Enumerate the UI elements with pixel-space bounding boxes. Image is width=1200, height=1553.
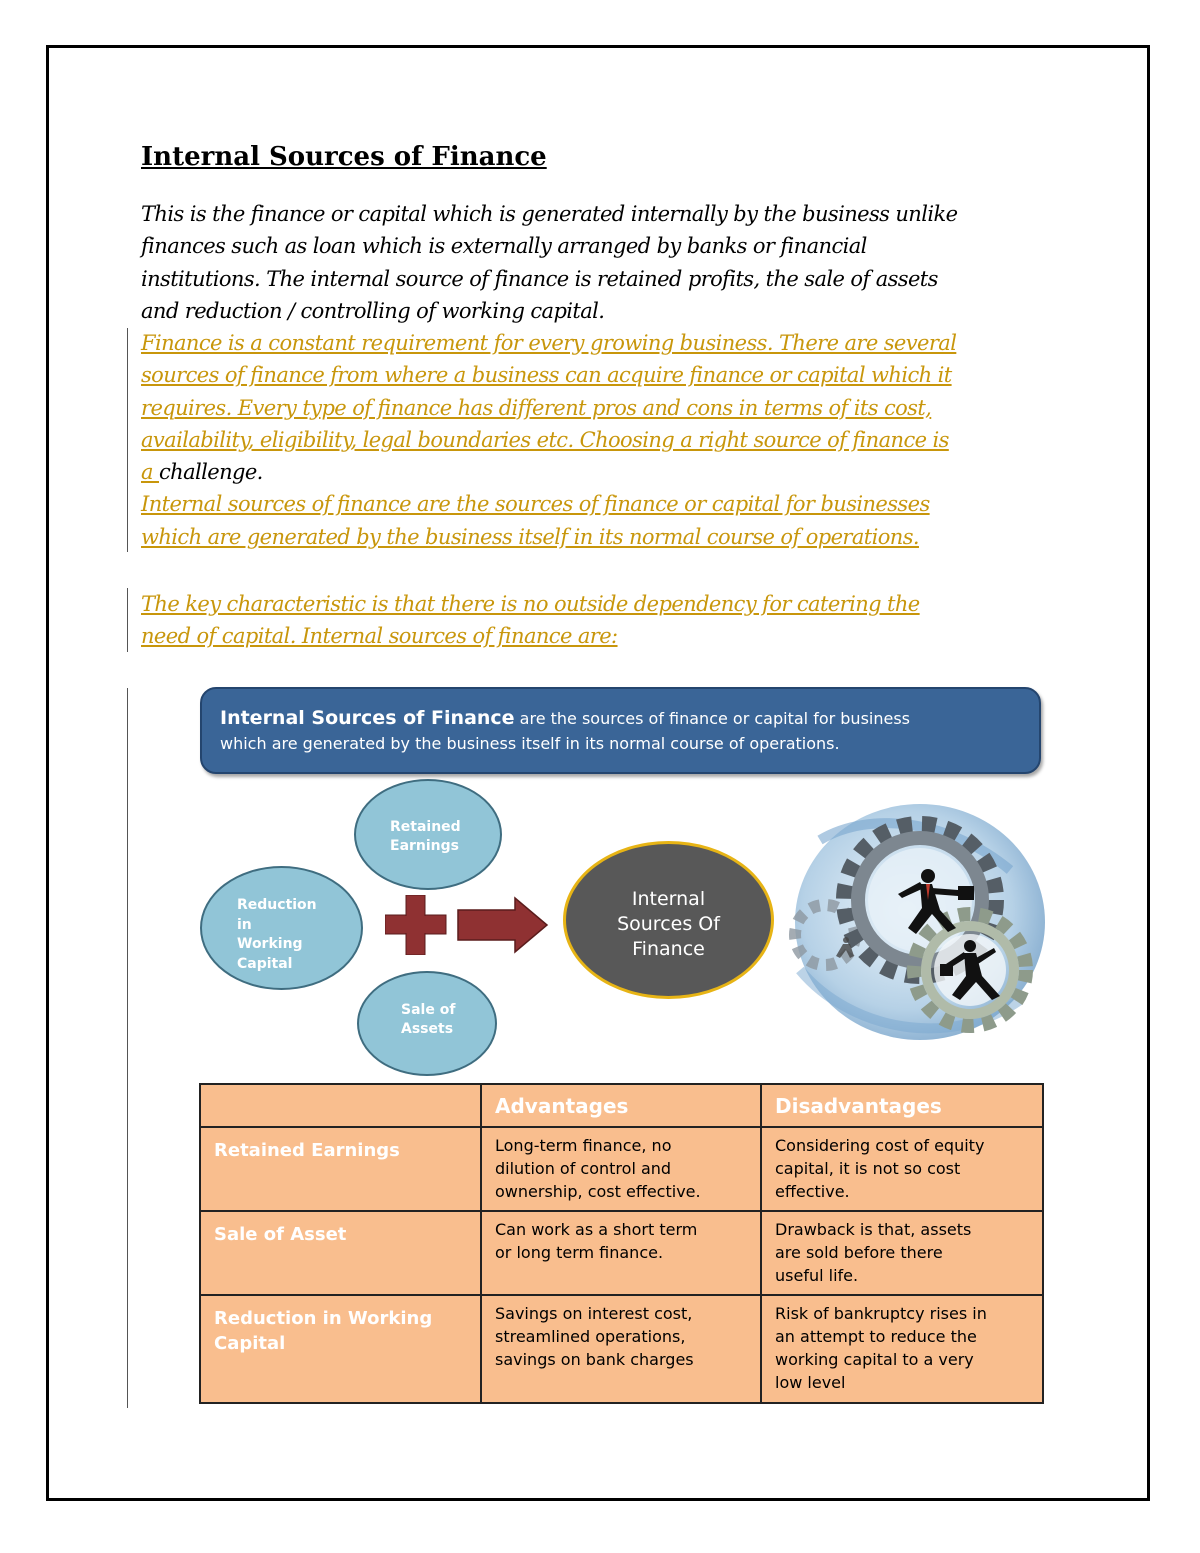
banner-text: which are generated by the business itself in its normal course of operations. <box>220 734 840 753</box>
definition-banner <box>200 687 1041 774</box>
cell-line: capital, it is not so cost <box>775 1159 961 1178</box>
cell-line: or long term finance. <box>495 1243 664 1262</box>
page-title: Internal Sources of Finance <box>141 142 547 172</box>
bubble-label: Assets <box>401 1021 454 1037</box>
text-line: Internal sources of finance are the sources of finance or capital for businesses <box>141 492 930 517</box>
text-line: which are generated by the business itself in its normal course of operations. <box>141 524 919 549</box>
cell-line: effective. <box>775 1182 850 1201</box>
intro-paragraph <box>141 198 1081 327</box>
plus-arrow-graphic <box>385 895 550 955</box>
cell-line: useful life. <box>775 1266 859 1285</box>
cell-line: working capital to a very <box>775 1350 974 1369</box>
advantages-cell <box>481 1295 761 1403</box>
header-cell <box>200 1084 481 1127</box>
text-line: finances such as loan which is externally arranged by banks or financial <box>141 234 867 259</box>
cell-line: low level <box>775 1373 846 1392</box>
center-label: Sources Of <box>617 913 720 935</box>
cell-line: streamlined operations, <box>495 1327 686 1346</box>
advantages-cell <box>481 1211 761 1295</box>
text-line: availability, eligibility, legal boundaries etc. Choosing a right source of finance is <box>141 427 949 452</box>
text-line: sources of finance from where a business can acquire finance or capital which it <box>141 363 952 388</box>
cell-line: Long-term finance, no <box>495 1136 672 1155</box>
bubble-reduction-working-capital <box>200 866 363 990</box>
requirement-paragraph <box>141 327 1081 553</box>
row-heading: Sale of Asset <box>200 1211 481 1295</box>
inserted-text: a <box>141 460 159 485</box>
text-line: need of capital. Internal sources of finance are: <box>141 624 618 649</box>
table-row <box>200 1211 1043 1295</box>
cell-line: Can work as a short term <box>495 1220 698 1239</box>
internal-sources-circle <box>563 841 774 999</box>
arrow-right-icon <box>458 898 547 952</box>
header-disadvantages: Disadvantages <box>761 1084 1043 1127</box>
text-line: requires. Every type of finance has different pros and cons in terms of its cost, <box>141 395 932 420</box>
table-header-row <box>200 1084 1043 1127</box>
table-row <box>200 1295 1043 1403</box>
header-advantages: Advantages <box>481 1084 761 1127</box>
advantages-cell <box>481 1127 761 1211</box>
text-line: This is the finance or capital which is generated internally by the business unlike <box>141 202 958 226</box>
cell-line: are sold before there <box>775 1243 943 1262</box>
table-row <box>200 1127 1043 1211</box>
text-line: and reduction / controlling of working capital. <box>141 298 605 323</box>
row-heading: Reduction in Working Capital <box>200 1295 481 1403</box>
revision-bar <box>127 588 128 652</box>
disadvantages-cell <box>761 1295 1043 1403</box>
cell-line: dilution of control and <box>495 1159 672 1178</box>
bubble-label: Retained <box>390 819 461 835</box>
bubble-label: Earnings <box>390 838 460 854</box>
bubble-label: Working <box>237 936 303 952</box>
bubble-label: Reduction <box>237 897 317 913</box>
cell-line: Drawback is that, assets <box>775 1220 972 1239</box>
bubble-retained-earnings <box>354 779 502 890</box>
text-line: institutions. The internal source of finance is retained profits, the sale of assets <box>141 266 938 291</box>
gears-businessmen-illustration <box>780 800 1050 1062</box>
text-fragment: challenge. <box>159 460 263 485</box>
disadvantages-cell <box>761 1127 1043 1211</box>
banner-bold-title: Internal Sources of Finance <box>220 707 515 729</box>
text-line: Finance is a constant requirement for every growing business. There are several <box>141 331 957 355</box>
bubble-label: Capital <box>237 956 293 972</box>
bubble-sale-of-assets <box>357 971 497 1076</box>
revision-bar <box>127 328 128 552</box>
cell-line: Risk of bankruptcy rises in <box>775 1304 987 1323</box>
cell-line: Savings on interest cost, <box>495 1304 693 1323</box>
revision-bar <box>127 688 128 1408</box>
cell-line: an attempt to reduce the <box>775 1327 977 1346</box>
row-heading: Retained Earnings <box>200 1127 481 1211</box>
center-label: Finance <box>632 938 705 960</box>
bubble-label: Sale of <box>401 1002 456 1018</box>
characteristic-paragraph <box>141 588 1081 653</box>
text-line: The key characteristic is that there is no outside dependency for catering the <box>141 592 920 616</box>
banner-text: are the sources of finance or capital for business <box>514 709 911 728</box>
center-label: Internal <box>631 888 706 910</box>
cell-line: savings on bank charges <box>495 1350 694 1369</box>
bubble-label: in <box>237 917 252 933</box>
cell-line: Considering cost of equity <box>775 1136 985 1155</box>
advantages-disadvantages-table <box>199 1083 1044 1404</box>
plus-icon <box>385 895 446 955</box>
disadvantages-cell <box>761 1211 1043 1295</box>
cell-line: ownership, cost effective. <box>495 1182 701 1201</box>
